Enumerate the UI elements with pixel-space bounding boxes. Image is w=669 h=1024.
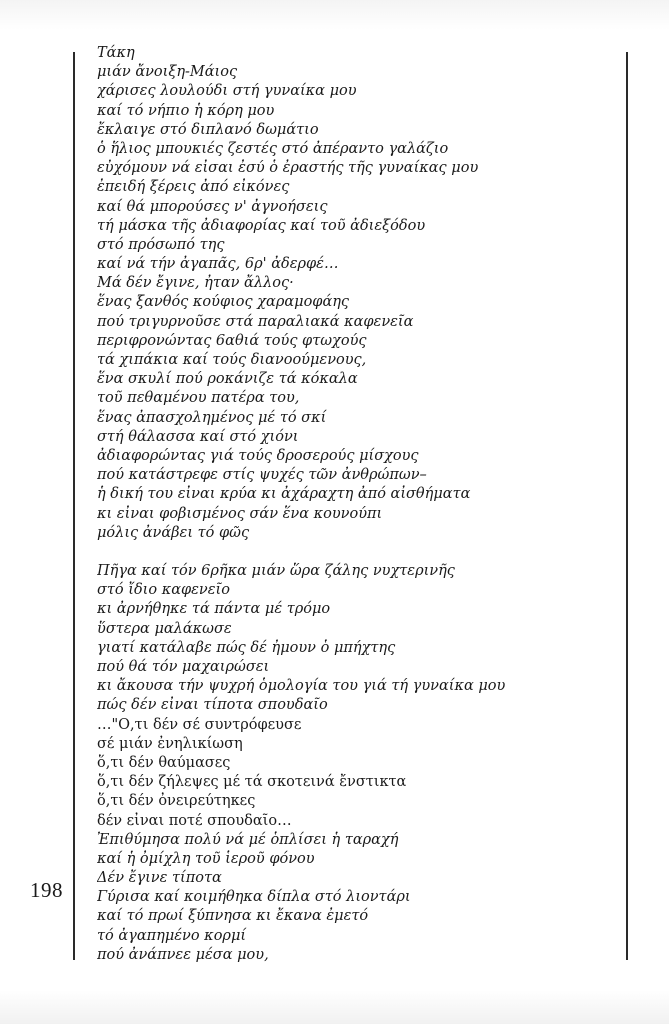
poem-line: Δέν ἔγινε τίποτα [97, 870, 222, 887]
poem-line: τά χιπάκια καί τούς διανοούμενους, [97, 352, 367, 368]
poem-line: Πῆγα καί τόν 6ρῆκα μιάν ὥρα ζάλης νυχτερινῆς [97, 563, 455, 580]
page-number: 198 [30, 878, 63, 902]
poem-line: δέν εἶναι ποτέ σπουδαῖο… [97, 812, 292, 829]
poem-line: κι εἶναι φοβισμένος σάν ἕνα κουνούπι [97, 505, 383, 522]
poem-line: χάρισες λουλούδι στή γυναίκα μου [97, 83, 357, 100]
poem-line: ἕνα σκυλί πού ροκάνιζε τά κόκαλα [97, 371, 358, 388]
poem-line: πώς δέν εἶναι τίποτα σπουδαῖο [97, 697, 328, 714]
poem-line: τοῦ πεθαμένου πατέρα του, [97, 390, 300, 407]
poem-line: ἡ δική του εἶναι κρύα κι ἀχάραχτη ἀπό αἰσθήματα [97, 486, 471, 503]
poem-line: ὅ,τι δέν ὀνειρεύτηκες [97, 793, 256, 810]
right-margin-rule [626, 52, 628, 960]
poem-line: σέ μιάν ἐνηλικίωση [97, 735, 243, 752]
stanza-break [97, 543, 617, 562]
poem-line: ἔκλαιγε στό διπλανό δωμάτιο [97, 121, 319, 138]
poem-line: τή μάσκα τῆς ἀδιαφορίας καί τοῦ ἀδιεξόδου [97, 217, 426, 234]
poem-line: πού κατάστρεφε στίς ψυχές τῶν ἀνθρώπων– [97, 467, 427, 484]
poem-line: μιάν ἄνοιξη-Μάιος [97, 64, 238, 81]
poem-line: ἐπειδή ξέρεις ἀπό εἰκόνες [97, 179, 290, 196]
poem-line: καί τό νήπιο ἡ κόρη μου [97, 102, 275, 119]
poem-line: πού τριγυρνοῦσε στά παραλιακά καφενεῖα [97, 313, 414, 330]
poem-line: ἕνας ξανθός κούφιος χαραμοφάης [97, 294, 350, 311]
poem-line: πού θά τόν μαχαιρώσει [97, 659, 270, 675]
poem-line: Ἐπιθύμησα πολύ νά μέ ὁπλίσει ἡ ταραχή [97, 831, 399, 848]
poem-line: εὐχόμουν νά εἶσαι ἐσύ ὁ ἐραστής τῆς γυναίκας μου [97, 160, 479, 177]
poem-line: καί θά μπορούσες ν' ἀγνοήσεις [97, 198, 328, 215]
poem-text [97, 44, 617, 965]
poem-line: Μά δέν ἔγινε, ἦταν ἄλλος· [97, 275, 294, 292]
stanza [97, 562, 617, 965]
poem-line: ἀδιαφορώντας γιά τούς δροσερούς μίσχους [97, 447, 419, 464]
poem-line: καί νά τήν ἀγαπᾶς, 6ρ' ἀδερφέ… [97, 256, 339, 273]
poem-line: …"Ο,τι δέν σέ συντρόφευσε [97, 716, 302, 733]
poem-line: στό ἴδιο καφενεῖο [97, 582, 230, 599]
poem-line: πού ἀνάπνεε μέσα μου, [97, 946, 269, 963]
poem-line: περιφρονώντας 6αθιά τούς φτωχούς [97, 332, 367, 349]
poem-line: ὁ ἥλιος μπουκιές ζεστές στό ἀπέραντο γαλάζιο [97, 140, 449, 157]
poem-line: μόλις ἀνάβει τό φῶς [97, 524, 250, 541]
poem-line: στό πρόσωπό της [97, 236, 225, 253]
poem-line: στή θάλασσα καί στό χιόνι [97, 428, 299, 445]
poem-line: κι ἀρνήθηκε τά πάντα μέ τρόμο [97, 601, 331, 618]
left-margin-rule [73, 52, 75, 960]
poem-line: κι ἄκουσα τήν ψυχρή ὁμολογία του γιά τή γυναίκα μου [97, 678, 506, 695]
stanza [97, 44, 617, 543]
poem-line: ἕνας ἀπασχολημένος μέ τό σκί [97, 409, 327, 426]
poem-line: γιατί κατάλαβε πώς δέ ἦμουν ὁ μπήχτης [97, 639, 396, 656]
poem-line: ὅ,τι δέν θαύμασες [97, 754, 231, 771]
poem-line: Τάκη [97, 45, 135, 61]
poem-line: Γύρισα καί κοιμήθηκα δίπλα στό λιοντάρι [97, 889, 411, 906]
poem-line: ὕστερα μαλάκωσε [97, 620, 232, 637]
poem-line: τό ἀγαπημένο κορμί [97, 927, 247, 944]
poem-line: ὅ,τι δέν ζήλεψες μέ τά σκοτεινά ἔνστικτα [97, 774, 407, 791]
poem-line: καί ἡ ὀμίχλη τοῦ ἱεροῦ φόνου [97, 850, 315, 867]
poem-line: καί τό πρωί ξύπνησα κι ἔκανα ἐμετό [97, 908, 369, 925]
